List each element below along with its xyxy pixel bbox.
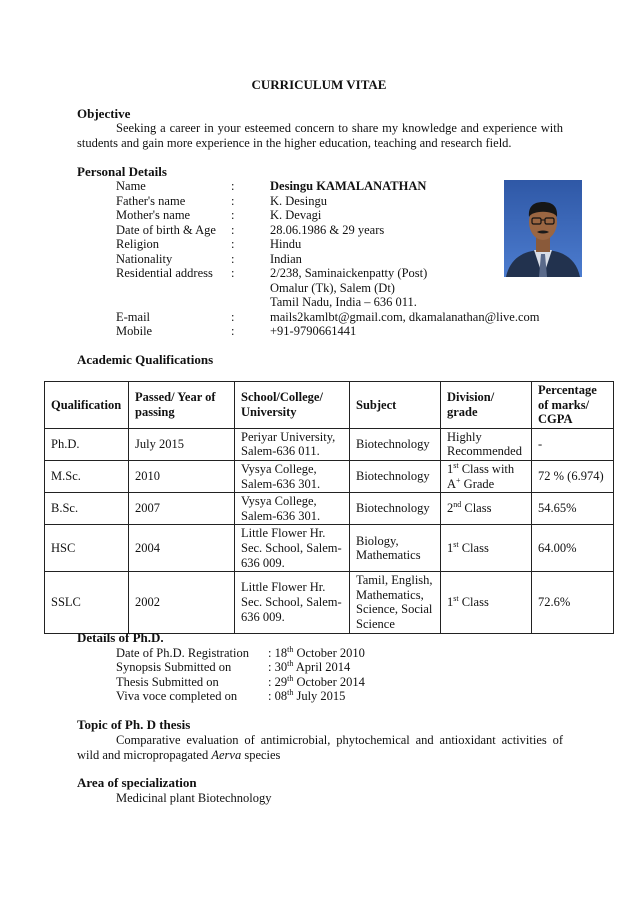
- thesis-sup: th: [287, 673, 294, 683]
- synopsis-label: Synopsis Submitted on: [116, 660, 232, 674]
- profile-photo: [504, 180, 582, 277]
- colon: :: [231, 324, 235, 338]
- mother-label: Mother's name: [116, 208, 191, 222]
- cell-subject: Biotechnology: [350, 428, 441, 460]
- header-qualification: Qualification: [45, 382, 129, 429]
- topic-heading: Topic of Ph. D thesis: [77, 717, 191, 732]
- email-value: mails2kamlbt@gmail.com, dkamalanathan@live.com: [270, 310, 540, 324]
- email-label: E-mail: [116, 310, 151, 324]
- header-school: School/College/ University: [235, 382, 350, 429]
- cell-division: [441, 525, 532, 572]
- header-subject: Subject: [350, 382, 441, 429]
- table-header-row: [45, 382, 614, 429]
- cell-school: Little Flower Hr. Sec. School, Salem-636 009.: [235, 525, 350, 572]
- division-end: Grade: [460, 476, 495, 491]
- cell-subject: Biotechnology: [350, 493, 441, 525]
- cell-qualification: B.Sc.: [45, 493, 129, 525]
- nationality-value: Indian: [270, 252, 302, 266]
- thesis-post: October 2014: [293, 675, 365, 689]
- name-first: Desingu: [270, 179, 314, 193]
- topic-text-italic: Aerva: [211, 747, 242, 762]
- cell-subject: Biology, Mathematics: [350, 525, 441, 572]
- division-rest: Class: [461, 501, 492, 516]
- cell-school: Vysya College, Salem-636 301.: [235, 493, 350, 525]
- table-row: [45, 460, 614, 492]
- division-sup: nd: [453, 500, 462, 510]
- division-num: 1: [447, 595, 454, 610]
- colon: :: [231, 237, 235, 251]
- division-sup: st: [453, 460, 459, 470]
- phd-heading: Details of Ph.D.: [77, 630, 164, 645]
- cell-division: [441, 460, 532, 492]
- cell-qualification: SSLC: [45, 572, 129, 633]
- personal-details-heading: Personal Details: [77, 164, 167, 179]
- cell-division: [441, 493, 532, 525]
- colon: :: [231, 208, 235, 222]
- cell-school: Periyar University, Salem-636 011.: [235, 428, 350, 460]
- address-label: Residential address: [116, 266, 213, 280]
- name-label: Name: [116, 179, 146, 193]
- viva-label: Viva voce completed on: [116, 689, 238, 703]
- table-row: [45, 428, 614, 460]
- division-rest: Class: [458, 595, 489, 610]
- phd-registration-pre: : 18: [268, 646, 288, 660]
- person-portrait-icon: [504, 180, 582, 277]
- address-line3: Tamil Nadu, India – 636 011.: [270, 295, 417, 309]
- table-row: [45, 525, 614, 572]
- cell-year: 2004: [129, 525, 235, 572]
- viva-value: [268, 689, 345, 704]
- religion-value: Hindu: [270, 237, 302, 251]
- cell-year: 2010: [129, 460, 235, 492]
- cell-year: 2007: [129, 493, 235, 525]
- academic-table: [44, 381, 614, 634]
- phd-registration-label: Date of Ph.D. Registration: [116, 646, 249, 660]
- cell-year: July 2015: [129, 428, 235, 460]
- cell-division: Highly Recommended: [441, 428, 532, 460]
- mother-value: K. Devagi: [270, 208, 322, 222]
- division-sup2: +: [456, 475, 461, 485]
- colon: :: [231, 194, 235, 208]
- header-percentage: Percentage of marks/ CGPA: [532, 382, 614, 429]
- cell-school: Vysya College, Salem-636 301.: [235, 460, 350, 492]
- topic-text-post: species: [241, 747, 281, 762]
- colon: :: [231, 310, 235, 324]
- colon: :: [231, 179, 235, 193]
- cell-percentage: -: [532, 428, 614, 460]
- area-text: Medicinal plant Biotechnology: [116, 791, 272, 805]
- division-num: 1: [447, 540, 454, 555]
- address-line1: 2/238, Saminaickenpatty (Post): [270, 266, 428, 280]
- viva-pre: : 08: [268, 689, 288, 703]
- nationality-label: Nationality: [116, 252, 173, 266]
- topic-text: [77, 733, 563, 762]
- division-sup: st: [453, 539, 459, 549]
- synopsis-sup: th: [287, 658, 294, 668]
- division-rest: Class: [458, 540, 489, 555]
- father-label: Father's name: [116, 194, 186, 208]
- address-line2: Omalur (Tk), Salem (Dt): [270, 281, 395, 295]
- dob-label: Date of birth & Age: [116, 223, 216, 237]
- synopsis-pre: : 30: [268, 660, 288, 674]
- cell-qualification: HSC: [45, 525, 129, 572]
- document-title: CURRICULUM VITAE: [251, 77, 387, 92]
- colon: :: [231, 223, 235, 237]
- topic-text-pre: Comparative evaluation of antimicrobial, phytochemical and antioxidant activities of wild and micropropagated: [77, 733, 563, 762]
- header-division: Division/ grade: [441, 382, 532, 429]
- viva-post: July 2015: [293, 689, 346, 703]
- division-num: 2: [447, 501, 454, 516]
- objective-heading: Objective: [77, 106, 131, 121]
- cell-qualification: M.Sc.: [45, 460, 129, 492]
- cell-percentage: 72 % (6.974): [532, 460, 614, 492]
- thesis-label: Thesis Submitted on: [116, 675, 219, 689]
- objective-text: Seeking a career in your esteemed concern to share my knowledge and experience with students and gain more experience in the higher education, teaching and research field.: [77, 121, 563, 150]
- phd-registration-sup: th: [287, 644, 294, 654]
- division-rest: Class with A: [447, 461, 515, 491]
- table-row: [45, 572, 614, 633]
- thesis-pre: : 29: [268, 675, 288, 689]
- thesis-value: [268, 675, 365, 690]
- cell-qualification: Ph.D.: [45, 428, 129, 460]
- cell-division: [441, 572, 532, 633]
- mobile-value: +91-9790661441: [270, 324, 357, 338]
- religion-label: Religion: [116, 237, 160, 251]
- phd-registration-post: October 2010: [293, 646, 365, 660]
- division-num: 1: [447, 461, 454, 476]
- area-heading: Area of specialization: [77, 775, 197, 790]
- dob-value: 28.06.1986 & 29 years: [270, 223, 385, 237]
- name-value: [270, 179, 426, 194]
- division-sup: st: [453, 593, 459, 603]
- header-passed: Passed/ Year of passing: [129, 382, 235, 429]
- academic-heading: Academic Qualifications: [77, 352, 214, 367]
- colon: :: [231, 266, 235, 280]
- cell-percentage: 64.00%: [532, 525, 614, 572]
- cell-subject: Tamil, English, Mathematics, Science, Social Science: [350, 572, 441, 633]
- cell-percentage: 54.65%: [532, 493, 614, 525]
- viva-sup: th: [287, 687, 294, 697]
- name-last: KAMALANATHAN: [316, 179, 427, 193]
- synopsis-value: [268, 660, 350, 675]
- synopsis-post: April 2014: [293, 660, 351, 674]
- colon: :: [231, 252, 235, 266]
- cell-subject: Biotechnology: [350, 460, 441, 492]
- mobile-label: Mobile: [116, 324, 153, 338]
- cell-year: 2002: [129, 572, 235, 633]
- phd-registration-value: [268, 646, 365, 661]
- cell-percentage: 72.6%: [532, 572, 614, 633]
- table-row: [45, 493, 614, 525]
- father-value: K. Desingu: [270, 194, 327, 208]
- cell-school: Little Flower Hr. Sec. School, Salem-636 009.: [235, 572, 350, 633]
